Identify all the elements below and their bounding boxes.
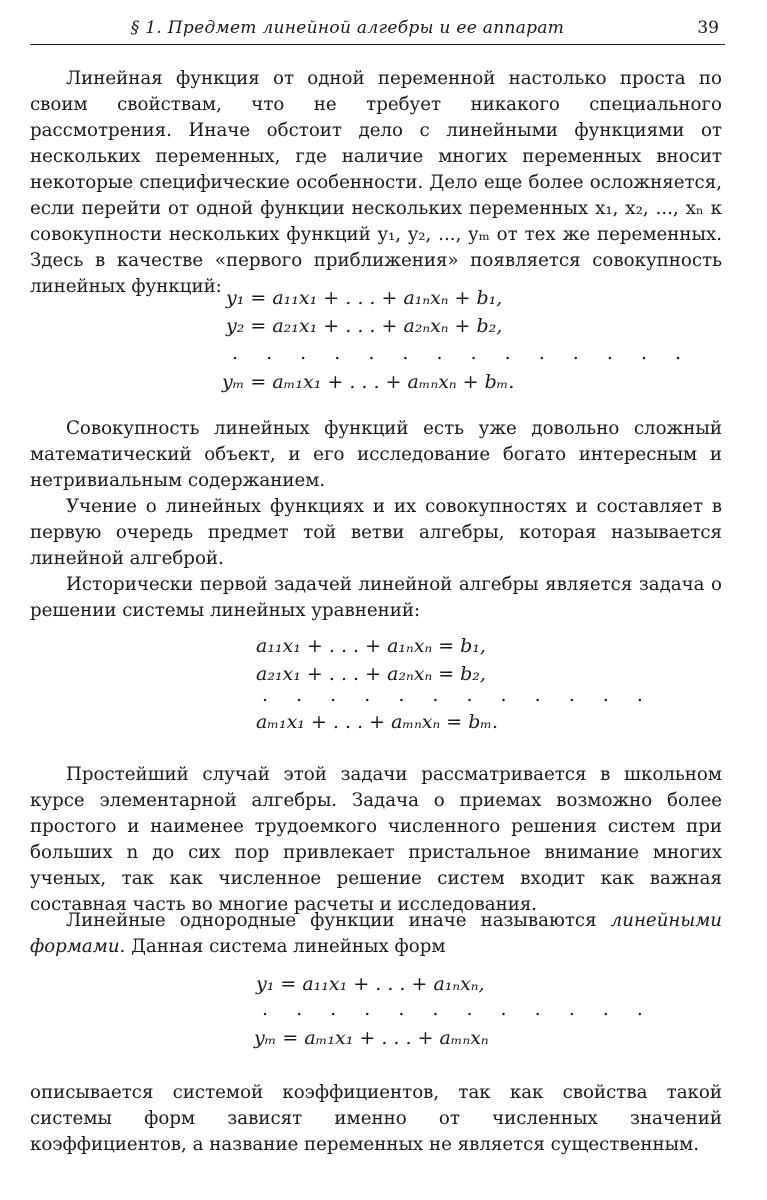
equation-sys2-line-4: aₘ₁x₁ + . . . + aₘₙxₙ = bₘ. bbox=[256, 711, 499, 733]
equation-sys2-dots: . . . . . . . . . . . . bbox=[262, 684, 654, 706]
equation-sys3-line-1: y₁ = a₁₁x₁ + . . . + a₁ₙxₙ, bbox=[256, 973, 485, 995]
equation-sys2-line-1: a₁₁x₁ + . . . + a₁ₙxₙ = b₁, bbox=[256, 635, 486, 657]
equation-sys3-line-3: yₘ = aₘ₁x₁ + . . . + aₘₙxₙ bbox=[254, 1027, 489, 1049]
equation-sys3-dots: . . . . . . . . . . . . bbox=[262, 998, 654, 1020]
page-number: 39 bbox=[697, 18, 719, 38]
paragraph-5: Простейший случай этой задачи рассматривается в школьном курсе элементарной алгебры. Задача о приемах возможно более простого и наименее трудоемкого численного решения систем при больших n до сих пор привлекает пристальное внимание многих ученых, так как численное решение систем входит как важная составная часть во многие расчеты и исследования. bbox=[30, 764, 722, 915]
page-header bbox=[30, 14, 725, 45]
paragraph-1: Линейная функция от одной переменной настолько проста по своим свойствам, что не требует никакого специального рассмотрения. Иначе обстоит дело с линейными функциями от нескольких переменных, где наличие многих переменных вносит некоторые специфические особенности. Дело еще более осложняется, если перейти от одной функции нескольких переменных x₁, x₂, ..., xₙ к совокупности нескольких функций y₁, y₂, ..., yₘ от тех же переменных. Здесь в качестве «первого приближения» появляется совокупность линейных функций: bbox=[30, 68, 722, 297]
running-head: § 1. Предмет линейной алгебры и ее аппарат bbox=[130, 18, 565, 38]
equation-sys2-line-2: a₂₁x₁ + . . . + a₂ₙxₙ = b₂, bbox=[256, 663, 486, 685]
paragraph-3: Учение о линейных функциях и их совокупностях и составляет в первую очередь предмет той ветви алгебры, которая называется линейной алгеброй. bbox=[30, 496, 722, 569]
equation-sys1-line-2: y₂ = a₂₁x₁ + . . . + a₂ₙxₙ + b₂, bbox=[226, 315, 503, 337]
paragraph-6-start: Линейные однородные функции иначе называются bbox=[66, 910, 597, 931]
paragraph-2: Совокупность линейных функций есть уже довольно сложный математический объект, и его исследование богато интересным и нетривиальным содержанием. bbox=[30, 418, 722, 491]
paragraph-6 bbox=[30, 908, 722, 960]
equation-sys1-line-1: y₁ = a₁₁x₁ + . . . + a₁ₙxₙ + b₁, bbox=[226, 287, 503, 309]
equation-sys1-dots: . . . . . . . . . . . . . . bbox=[232, 342, 693, 364]
paragraph-6-end: Данная система линейных форм bbox=[131, 936, 446, 957]
term-linear-forms: линейными формами. bbox=[30, 910, 722, 957]
paragraph-7: описывается системой коэффициентов, так как свойства такой системы форм зависят именно от численных значений коэффициентов, а название переменных не является существенным. bbox=[30, 1082, 722, 1155]
equation-sys1-line-4: yₘ = aₘ₁x₁ + . . . + aₘₙxₙ + bₘ. bbox=[222, 371, 515, 393]
paragraph-4: Исторически первой задачей линейной алгебры является задача о решении системы линейных уравнений: bbox=[30, 574, 722, 621]
